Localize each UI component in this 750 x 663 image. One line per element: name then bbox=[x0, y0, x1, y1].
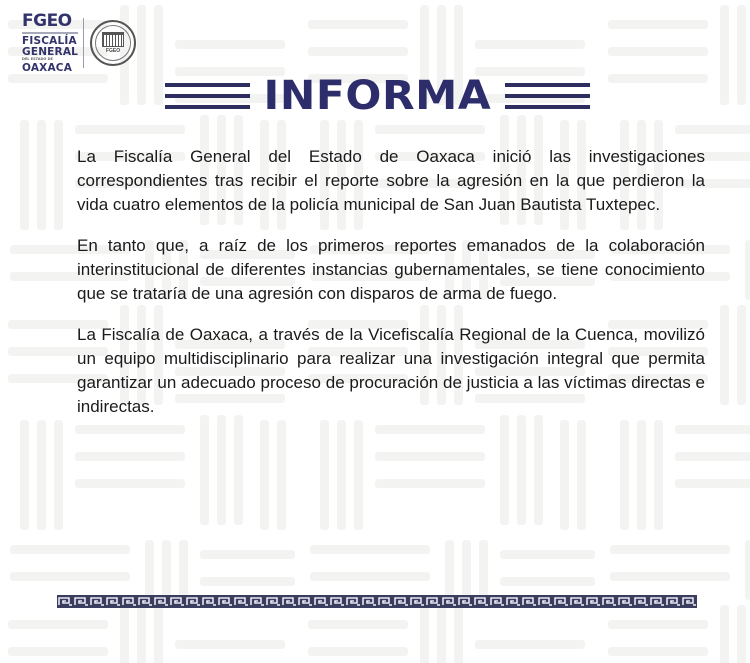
seal-text: FGEO bbox=[105, 48, 121, 54]
page-title: INFORMA bbox=[263, 73, 492, 119]
paragraph-1: La Fiscalía General del Estado de Oaxaca inició las investigaciones correspondientes tras recibir el reporte sobre la agresión en la que perdieron la vida cuatro elementos de la policía municipal de San Juan Bautista Tuxtepec. bbox=[77, 147, 705, 214]
logo-line-general: GENERAL bbox=[22, 45, 79, 58]
building-icon bbox=[102, 32, 124, 47]
seal-icon bbox=[90, 20, 136, 66]
left-bars-decoration bbox=[165, 83, 250, 109]
bar bbox=[505, 105, 590, 109]
bar bbox=[165, 105, 250, 109]
statement-body bbox=[77, 145, 705, 436]
logo-line-oaxaca: OAXACA bbox=[22, 61, 73, 74]
title-banner bbox=[165, 73, 590, 119]
logo-line-fiscalia: FISCALÍA bbox=[22, 35, 77, 47]
greek-fret-border bbox=[57, 595, 697, 608]
paragraph-3: La Fiscalía de Oaxaca, a través de la Vicefiscalía Regional de la Cuenca, movilizó un equipo multidisciplinario para realizar una investigación integral que permita garantizar un adecuado proceso de procuración de justicia a las víctimas directas e indirectas. bbox=[77, 325, 705, 416]
right-bars-decoration bbox=[505, 83, 590, 109]
logo-mark: FGEO bbox=[22, 13, 78, 34]
logo-line-tiny: DEL ESTADO DE bbox=[22, 57, 53, 61]
logo-divider bbox=[83, 18, 84, 68]
paragraph-2: En tanto que, a raíz de los primeros reportes emanados de la colaboración interinstitucional de diferentes instancias gubernamentales, se tiene conocimiento que se trataría de una agresión con disparos de arma de fuego. bbox=[77, 236, 705, 303]
bar bbox=[505, 83, 590, 87]
fgeo-wordmark bbox=[22, 13, 78, 73]
bar bbox=[165, 94, 250, 98]
bar bbox=[505, 94, 590, 98]
bar bbox=[165, 83, 250, 87]
fgeo-logo bbox=[22, 13, 136, 73]
